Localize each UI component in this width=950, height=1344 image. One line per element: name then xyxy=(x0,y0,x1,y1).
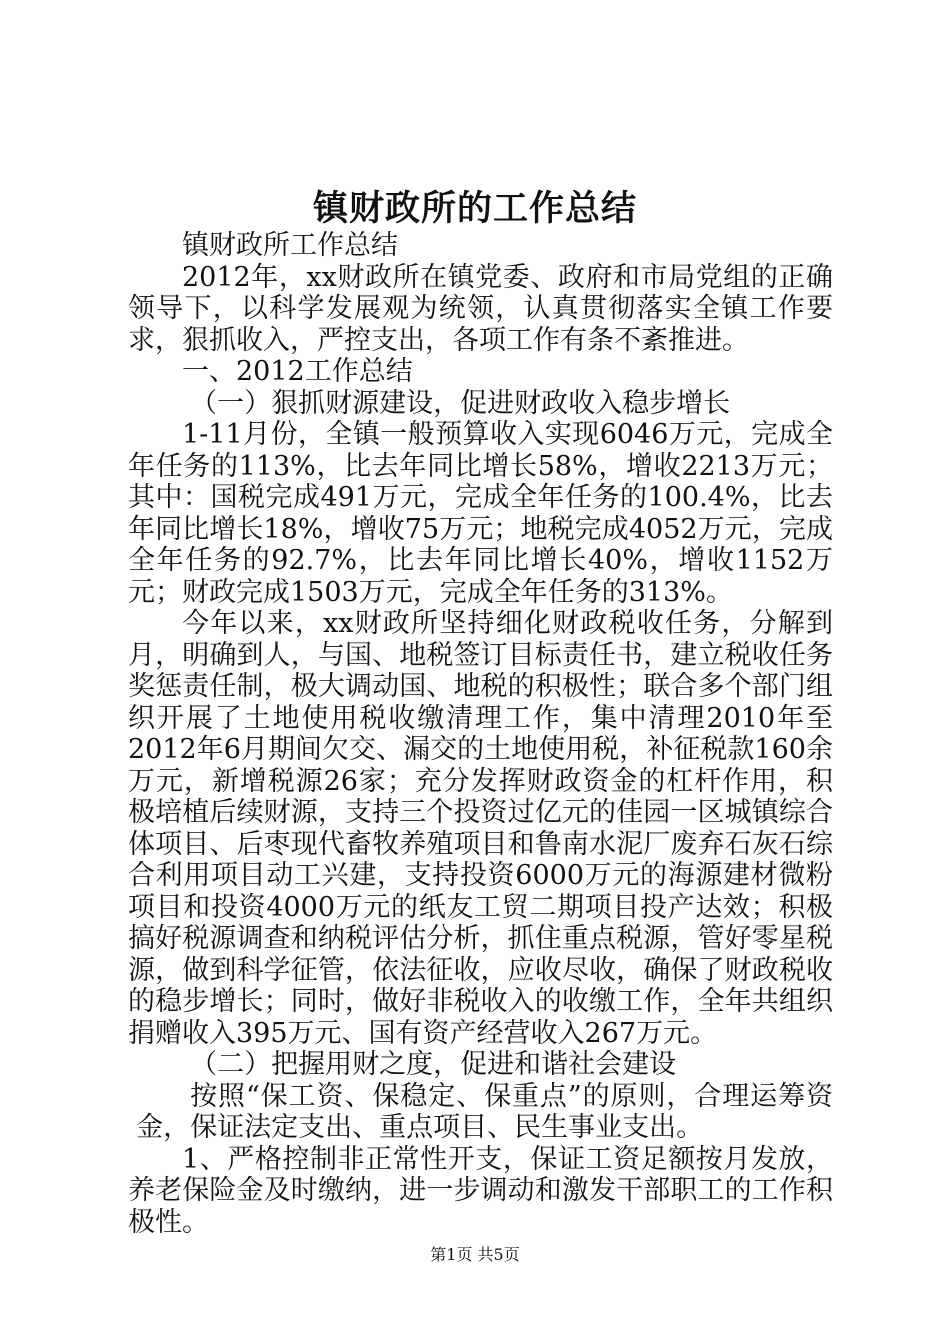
document-title: 镇财政所的工作总结 xyxy=(312,188,637,229)
section-heading: 一、2012工作总结 xyxy=(182,356,413,387)
document-body xyxy=(128,230,833,1238)
page-footer: 第1页 共5页 xyxy=(430,1245,520,1264)
paragraph: 2012年，xx财政所在镇党委、政府和市局党组的正确领导下，以科学发展观为统领，认真贯彻落实全镇工作要求，狠抓收入，严控支出，各项工作有条不紊推进。 xyxy=(128,261,833,356)
paragraph: 按照“保工资、保稳定、保重点”的原则，合理运筹资金，保证法定支出、重点项目、民生事业支出。 xyxy=(136,1080,833,1143)
paragraph: 1-11月份，全镇一般预算收入实现6046万元，完成全年任务的113%，比去年同比增长58%，增收2213万元；其中：国税完成491万元，完成全年任务的100.4%，比去年同比增长18%，增收75万元；地税完成4052万元，完成全年任务的92.7%，比去年同比增长40%，增收1152万元；财政完成1503万元，完成全年任务的313%。 xyxy=(128,419,833,608)
paragraph-heading: 镇财政所工作总结 xyxy=(182,230,398,261)
subsection-heading: （二）把握用财之度，促进和谐社会建设 xyxy=(190,1049,677,1080)
subsection-heading: （一）狠抓财源建设，促进财政收入稳步增长 xyxy=(190,387,731,419)
paragraph: 今年以来，xx财政所坚持细化财政税收任务，分解到月，明确到人，与国、地税签订目标责任书，建立税收任务奖惩责任制，极大调动国、地税的积极性；联合多个部门组织开展了土地使用税收缴清理工作，集中清理2010年至2012年6月期间欠交、漏交的土地使用税，补征税款160余万元，新增税源26家；充分发挥财政资金的杠杆作用，积极培植后续财源，支持三个投资过亿元的佳园一区城镇综合体项目、后枣现代畜牧养殖项目和鲁南水泥厂废弃石灰石综合利用项目动工兴建，支持投资6000万元的海源建材微粉项目和投资4000万元的纸友工贸二期项目投产达效；积极搞好税源调查和纳税评估分析，抓住重点税源，管好零星税源，做到科学征管，依法征收，应收尽收，确保了财政税收的稳步增长；同时，做好非税收入的收缴工作，全年共组织捐赠收入395万元、国有资产经营收入267万元。 xyxy=(128,608,833,1049)
paragraph: 1、严格控制非正常性开支，保证工资足额按月发放，养老保险金及时缴纳，进一步调动和激发干部职工的工作积极性。 xyxy=(128,1143,833,1238)
